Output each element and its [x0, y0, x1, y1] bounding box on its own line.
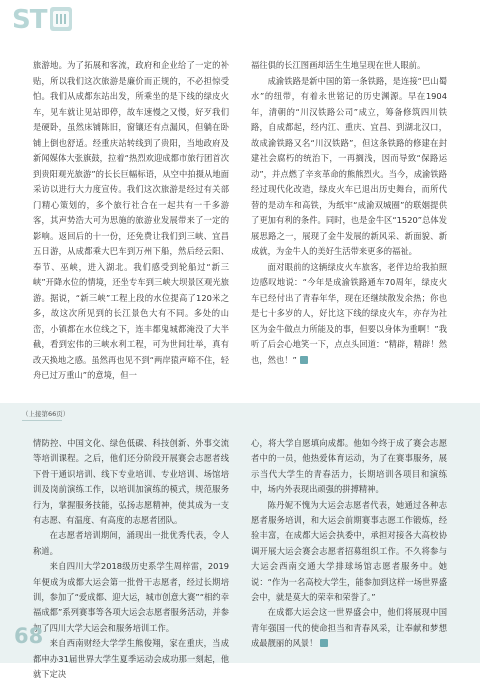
magazine-logo [12, 6, 72, 34]
logo-seal-icon [50, 7, 72, 31]
paragraph-text: 情防控、中国文化、绿色低碳、科技创新、外事交流等培训课程。之后，他们还分阶段开展赛会志愿者线下骨干通识培训、线下专业培训、专业培训、场馆培训及岗前演练工作，以培训加演练的模式，规范服务行为，掌握服务技能，弘扬志愿精神，使其成为一支有志愿、有温度、有高度的志愿者团队。 [33, 438, 229, 526]
bottom-right-column [251, 436, 447, 652]
article-top-right-column [251, 58, 447, 368]
paragraph-text: 旅游地。为了拓展和客流，政府和企业给了一定的补贴，所以我们这次旅游是廉价而正规的，不必担惊受怕。我们从成都东站出发，所乘坐的是下线的绿皮火车，见车就让见站即停，故车速慢之又慢，好歹我们是硬卧，虽然床铺陈旧，窗镶还有点漏风，但躺在卧铺上倒也舒适。经重庆站转线到了贵阳，当地政府及新闻媒体大张旗鼓，拉着“热烈欢迎成都市旅行团首次到贵阳观光旅游”的长长巨幅标语，从空中拍摄从地面采访以进行大力度宣传。我们这次旅游是经过有关部门精心策划的，多个旅行社合在一起共有一千多游客，其声势浩大可为思施的旅游业发展带来了一定的影响。返回后的十一份，还免费让我们到三峡、宜昌五日游，从成都乘大巴车到万州下船，然后经云阳、奉节、巫峡，进入湖北。我们感受到轮船过“新三峡”开降水位的情境，还坐专车到三峡大坝景区观光旅游。据说，“新三峡”工程上段的水位提高了120米之多，故这次所见到的长江景色大有不同。多处的山峦，小镇都在水位线之下，连丰都鬼城都淹没了大半截，看到宏伟的三峡水利工程，可为世间壮举，真有改天换地之感。虽然再也见不到“两岸猿声啼不住，轻舟已过万重山”的意境，但一 [33, 60, 229, 380]
paragraph-text: 心，将大学自愿填向成都。他如今终于成了赛会志愿者中的一员，他热爱体育运动，为了在赛事服务，展示当代大学生的青春活力，长期培训各项目和演练中，场内外表现出顽强的拼搏精神。 [251, 438, 447, 495]
paragraph-text: 来自西南财经大学学生熊俊翔，家在重庆，当成都申办31届世界大学生夏季运动会成功那一刻起，他就下定决 [33, 638, 229, 680]
paragraph [251, 74, 447, 260]
article-end-mark-icon [300, 356, 308, 364]
paragraph [251, 260, 447, 369]
paragraph-text: 在成都大运会这一世界盛会中，他们将展现中国青年强国一代的使命担当和青春风采，让奉献和梦想成最靓丽的风景！ [251, 607, 447, 649]
paragraph-text: 在志愿者培训期间，涌现出一批优秀代表，令人称道。 [33, 530, 229, 556]
paragraph-text: 面对眼前的这辆绿皮火车旅客，老伴边给我拍照边感叹地说：“今年是成渝铁路通车70周年，绿皮火车已经付出了青春年华，现在还继续散发余热；你也是七十多岁的人，好比这下线的绿皮火车，亦存为社区为金牛做点力所能及的事，但要以身体为重啊！”我听了后会心地笑一下，点点头回道：“精辟，精辟！然也，然也！” [251, 261, 447, 365]
paragraph [33, 58, 229, 384]
logo-letters: ST [12, 5, 47, 35]
tag-divider [22, 420, 62, 421]
paragraph [33, 436, 229, 528]
paragraph [251, 498, 447, 606]
paragraph [251, 605, 447, 651]
paragraph-text: 福往俱的长江图画却活生生地呈现在世人眼前。 [251, 60, 426, 70]
continued-from-tag: （上接第66页） [22, 410, 70, 418]
paragraph [251, 58, 447, 74]
seal-glyph-icon [52, 10, 70, 28]
paragraph [33, 528, 229, 559]
masthead [0, 0, 480, 52]
paragraph-text: 来自四川大学2018级历史系学生周梓雷，2019年便成为成都大运会第一批骨干志愿者，经过长期培训，参加了“爱成都、迎大运，城市创意大赛”“相约幸福成都”系列赛事等各项大运会志愿者服务活动，并参加了四川大学大运会和服务培训工作。 [33, 561, 229, 633]
bottom-left-column [33, 436, 229, 683]
paragraph [251, 436, 447, 498]
page-number: 68 [14, 624, 44, 648]
paragraph [33, 559, 229, 636]
article-top-left-column [33, 58, 229, 384]
paragraph-text: 成渝铁路是新中国的第一条铁路，是连接“巴山蜀水”的纽带，有着永世铭记的历史渊源。早在1904年，清朝的“川汉铁路公司”成立，筹备修筑四川铁路，自成都起，经内江、重庆、宜昌、到湖北汉口，故成渝铁路又名“川汉铁路”，但这条铁路的修建在封建社会腐朽的统治下，一再搁浅，因而导致“保路运动”，并点燃了辛亥革命的熊熊烈火。当今，成渝铁路经过现代化改造，绿皮火车已退出历史舞台，而所代替的是动车和高铁，为纸牢“成渝双城圈”的联姻提供了更加有利的条件。同时，也是金牛区“1520”总体发展思路之一，展现了金牛发展的新风采、新面貌、新成就，为金牛人的美好生活带来更多的福祉。 [251, 75, 447, 256]
article-end-mark-icon [320, 639, 328, 647]
paragraph [33, 636, 229, 682]
paragraph-text: 陈丹妮不愧为大运会志愿者代表，她通过各种志愿者服务培训，和大运会前期赛事志愿工作锻炼，经验丰富，在成都大运会执委中，承担对接各大高校协调开展大运会赛会志愿者招募组织工作。不久将参与大运会西南交通大学排球场馆志愿者服务中。她说：“作为一名高校大学生，能参加到这样一场世界盛会中，就是莫大的荣幸和荣誉了。” [251, 499, 447, 603]
